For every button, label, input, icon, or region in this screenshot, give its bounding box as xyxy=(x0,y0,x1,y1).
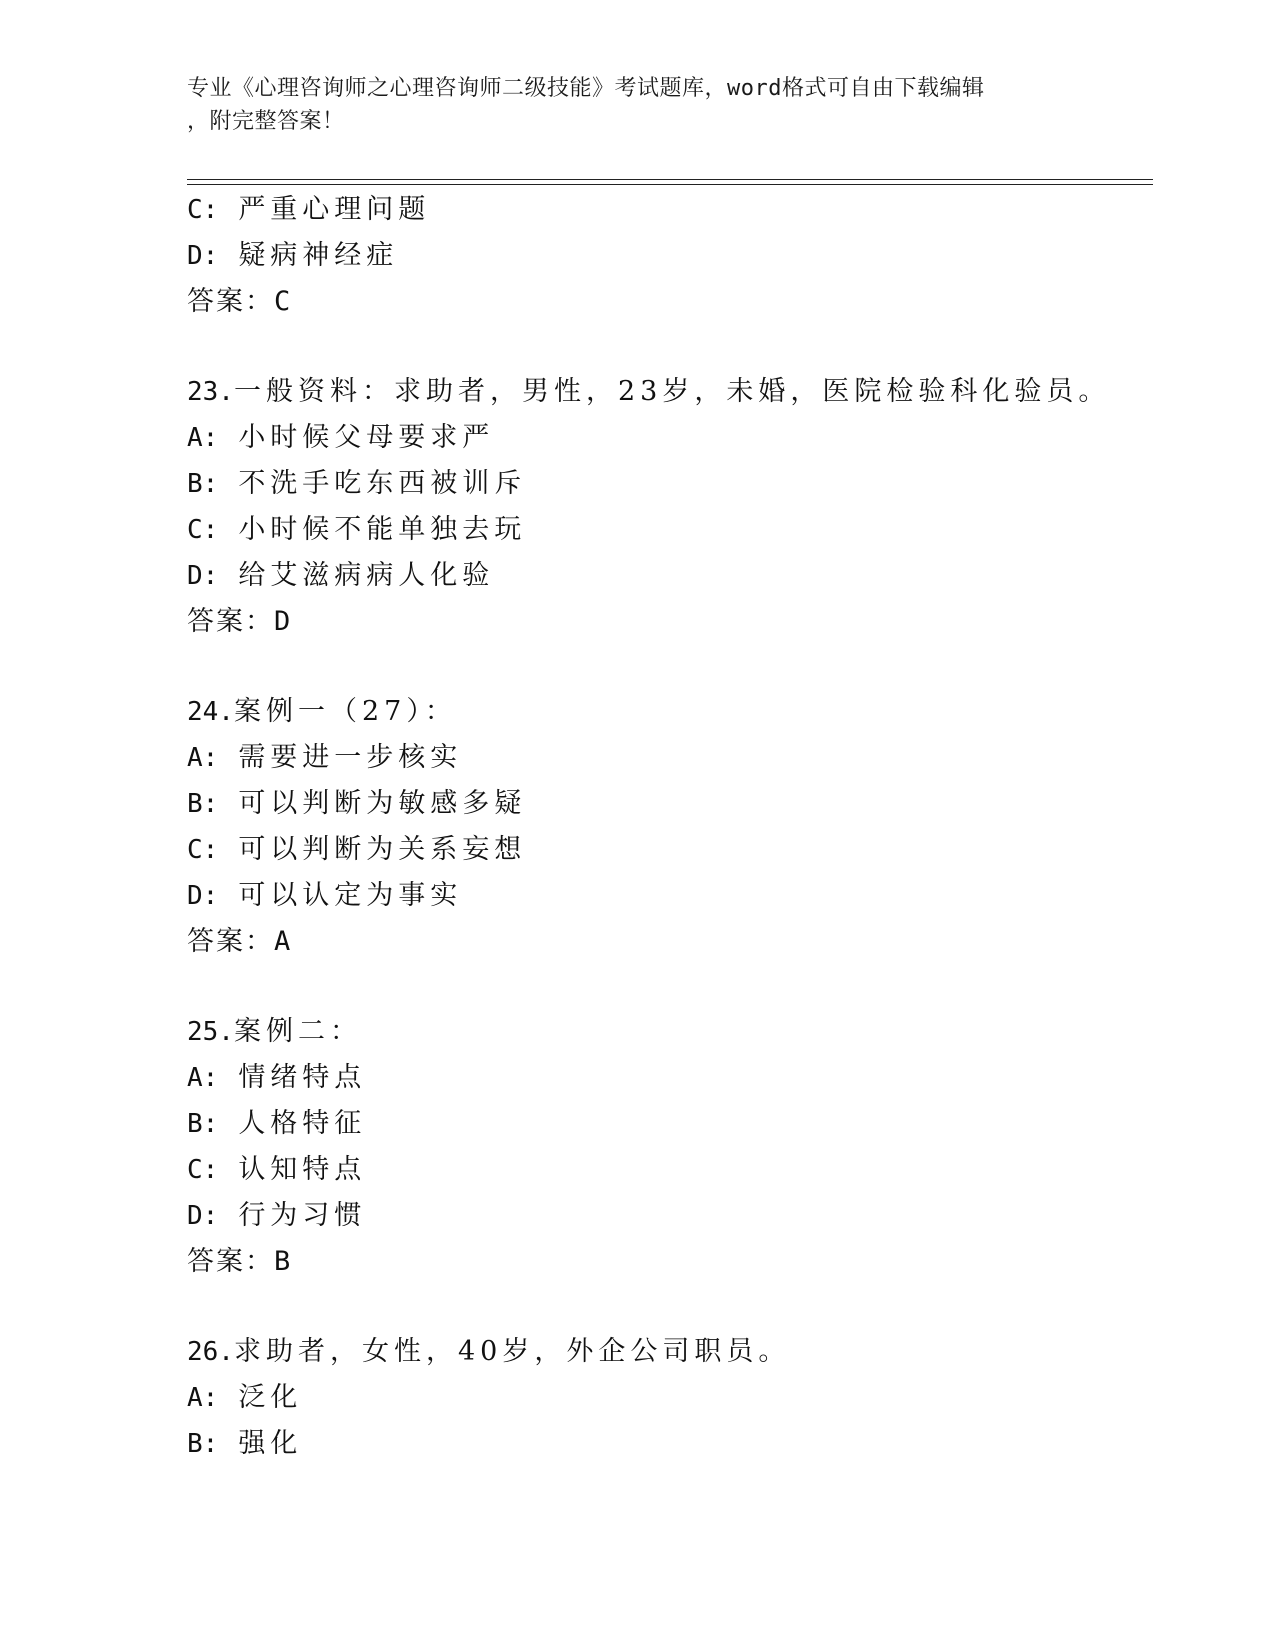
option-b xyxy=(187,1101,1167,1147)
option-key: D: xyxy=(187,241,219,271)
option-c xyxy=(187,187,1167,233)
option-key: C: xyxy=(187,1155,219,1185)
answer-line xyxy=(187,599,1167,645)
option-key: D: xyxy=(187,881,219,911)
option-d xyxy=(187,553,1167,599)
answer-value: D xyxy=(274,606,291,637)
header-line-1: 专业《心理咨询师之心理咨询师二级技能》考试题库，word格式可自由下载编辑 xyxy=(187,76,985,101)
question-26 xyxy=(187,1329,1167,1467)
question-number: 26. xyxy=(187,1337,234,1367)
option-c xyxy=(187,1147,1167,1193)
document-header xyxy=(187,72,1087,138)
option-key: C: xyxy=(187,835,219,865)
option-text: 不洗手吃东西被训斥 xyxy=(238,468,527,499)
option-text: 情绪特点 xyxy=(238,1062,367,1093)
option-key: A: xyxy=(187,423,219,453)
question-list xyxy=(187,187,1167,1467)
option-key: D: xyxy=(187,1201,219,1231)
option-c xyxy=(187,827,1167,873)
answer-line xyxy=(187,919,1167,965)
answer-label: 答案： xyxy=(187,926,274,957)
answer-line xyxy=(187,279,1167,325)
question-stem xyxy=(187,689,1167,735)
option-text: 需要进一步核实 xyxy=(238,742,463,773)
question-25 xyxy=(187,1009,1167,1285)
answer-line xyxy=(187,1239,1167,1285)
option-key: B: xyxy=(187,469,219,499)
option-key: A: xyxy=(187,1063,219,1093)
question-23 xyxy=(187,369,1167,645)
option-text: 人格特征 xyxy=(238,1108,367,1139)
answer-value: A xyxy=(274,926,291,957)
header-divider-top xyxy=(187,179,1153,180)
option-text: 给艾滋病病人化验 xyxy=(238,560,495,591)
option-d xyxy=(187,1193,1167,1239)
option-key: C: xyxy=(187,195,219,225)
option-b xyxy=(187,1421,1167,1467)
option-key: A: xyxy=(187,1383,219,1413)
answer-label: 答案： xyxy=(187,286,274,317)
option-b xyxy=(187,781,1167,827)
question-number: 24. xyxy=(187,697,234,727)
option-d xyxy=(187,233,1167,279)
option-c xyxy=(187,507,1167,553)
option-key: D: xyxy=(187,561,219,591)
question-number: 23. xyxy=(187,377,234,407)
question-stem xyxy=(187,369,1167,415)
option-key: A: xyxy=(187,743,219,773)
option-text: 可以判断为敏感多疑 xyxy=(238,788,527,819)
option-a xyxy=(187,415,1167,461)
answer-value: C xyxy=(274,286,291,317)
option-b xyxy=(187,461,1167,507)
option-a xyxy=(187,1375,1167,1421)
answer-value: B xyxy=(274,1246,291,1277)
question-text: 一般资料：求助者，男性，23岁，未婚，医院检验科化验员。 xyxy=(233,376,1111,407)
answer-label: 答案： xyxy=(187,606,274,637)
question-text: 案例二： xyxy=(233,1016,362,1047)
header-line-2: ，附完整答案！ xyxy=(187,109,345,134)
question-24 xyxy=(187,689,1167,965)
question-text: 案例一（27）： xyxy=(233,696,457,727)
header-divider-bottom xyxy=(187,184,1153,185)
option-key: C: xyxy=(187,515,219,545)
option-text: 小时候父母要求严 xyxy=(238,422,495,453)
option-text: 泛化 xyxy=(238,1382,303,1413)
question-number: 25. xyxy=(187,1017,234,1047)
question-stem xyxy=(187,1009,1167,1055)
question-text: 求助者，女性，40岁，外企公司职员。 xyxy=(233,1336,791,1367)
option-key: B: xyxy=(187,789,219,819)
answer-label: 答案： xyxy=(187,1246,274,1277)
option-text: 可以判断为关系妄想 xyxy=(238,834,527,865)
option-text: 可以认定为事实 xyxy=(238,880,463,911)
question-22 xyxy=(187,187,1167,325)
option-text: 行为习惯 xyxy=(238,1200,367,1231)
option-a xyxy=(187,1055,1167,1101)
option-text: 疑病神经症 xyxy=(238,240,399,271)
option-text: 严重心理问题 xyxy=(238,194,431,225)
option-text: 小时候不能单独去玩 xyxy=(238,514,527,545)
question-stem xyxy=(187,1329,1167,1375)
option-text: 认知特点 xyxy=(238,1154,367,1185)
option-text: 强化 xyxy=(238,1428,303,1459)
option-key: B: xyxy=(187,1429,219,1459)
option-key: B: xyxy=(187,1109,219,1139)
option-d xyxy=(187,873,1167,919)
option-a xyxy=(187,735,1167,781)
